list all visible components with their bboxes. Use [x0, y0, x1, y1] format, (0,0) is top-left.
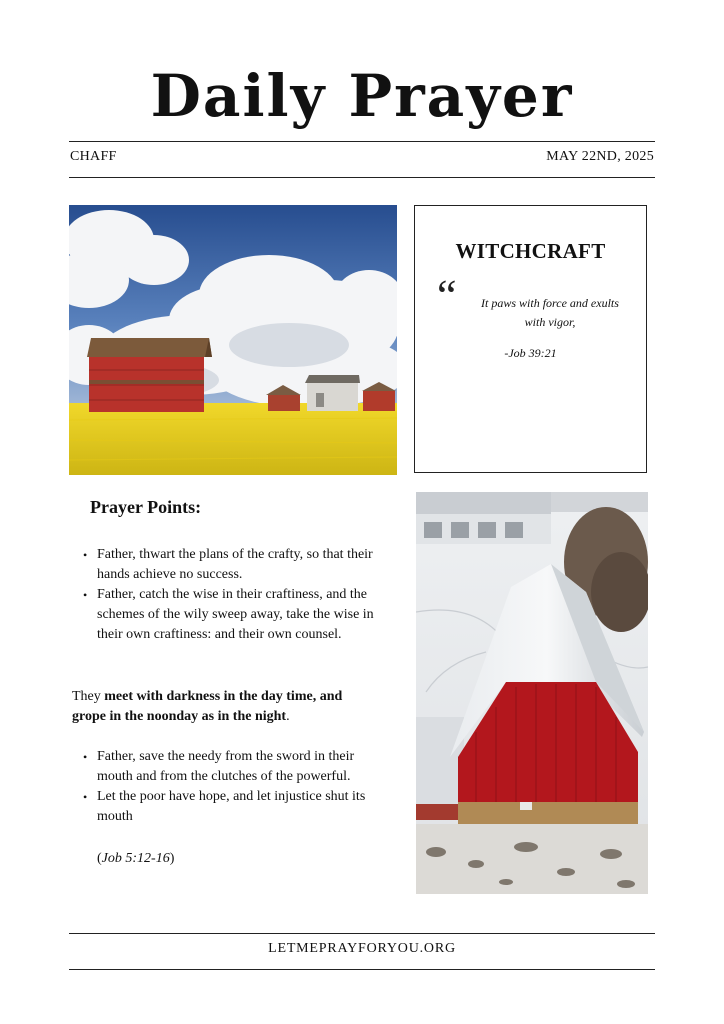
prayer-points-list-2	[80, 747, 382, 827]
scripture-paragraph	[72, 687, 362, 727]
page-title: Daily Prayer	[150, 62, 574, 130]
section-label: CHAFF	[70, 149, 117, 164]
ref-close: )	[169, 851, 175, 866]
quote-mark-icon: “	[437, 271, 457, 320]
paragraph-prefix: They	[72, 689, 105, 704]
quote-text: It paws with force and exults with vigor,	[481, 296, 619, 329]
header-top-rule	[69, 141, 655, 142]
scripture-reference	[97, 849, 174, 869]
quote-title: WITCHCRAFT	[455, 239, 606, 263]
paragraph-bold-text: meet with darkness in the day time, and grope in the noonday as in the night	[72, 689, 343, 724]
prayer-points-list-1	[80, 545, 382, 645]
paragraph-suffix: .	[286, 709, 290, 724]
header-bottom-rule	[69, 177, 655, 178]
prairie-barns-photo	[69, 205, 397, 475]
footer-website: LETMEPRAYFORYOU.ORG	[268, 941, 456, 956]
date-label: MAY 22ND, 2025	[546, 149, 654, 164]
quote-box	[414, 205, 647, 473]
list-item: • Father, catch the wise in their craftiness, and the schemes of the wily sweep away, take the wise in their own craftiness: and their own counsel.	[97, 585, 382, 645]
red-barn-snow-photo	[416, 492, 648, 894]
footer-top-rule	[69, 933, 655, 934]
ref-text: Job 5:12-16	[101, 851, 170, 866]
ref-open: (	[97, 851, 102, 866]
list-item: • Let the poor have hope, and let injustice shut its mouth	[97, 787, 382, 827]
prayer-points-heading: Prayer Points:	[90, 497, 202, 517]
list-item: • Father, save the needy from the sword in their mouth and from the clutches of the powerful.	[97, 747, 382, 787]
footer-bottom-rule	[69, 969, 655, 970]
list-item: • Father, thwart the plans of the crafty, so that their hands achieve no success.	[97, 545, 382, 585]
quote-citation: -Job 39:21	[504, 346, 557, 360]
